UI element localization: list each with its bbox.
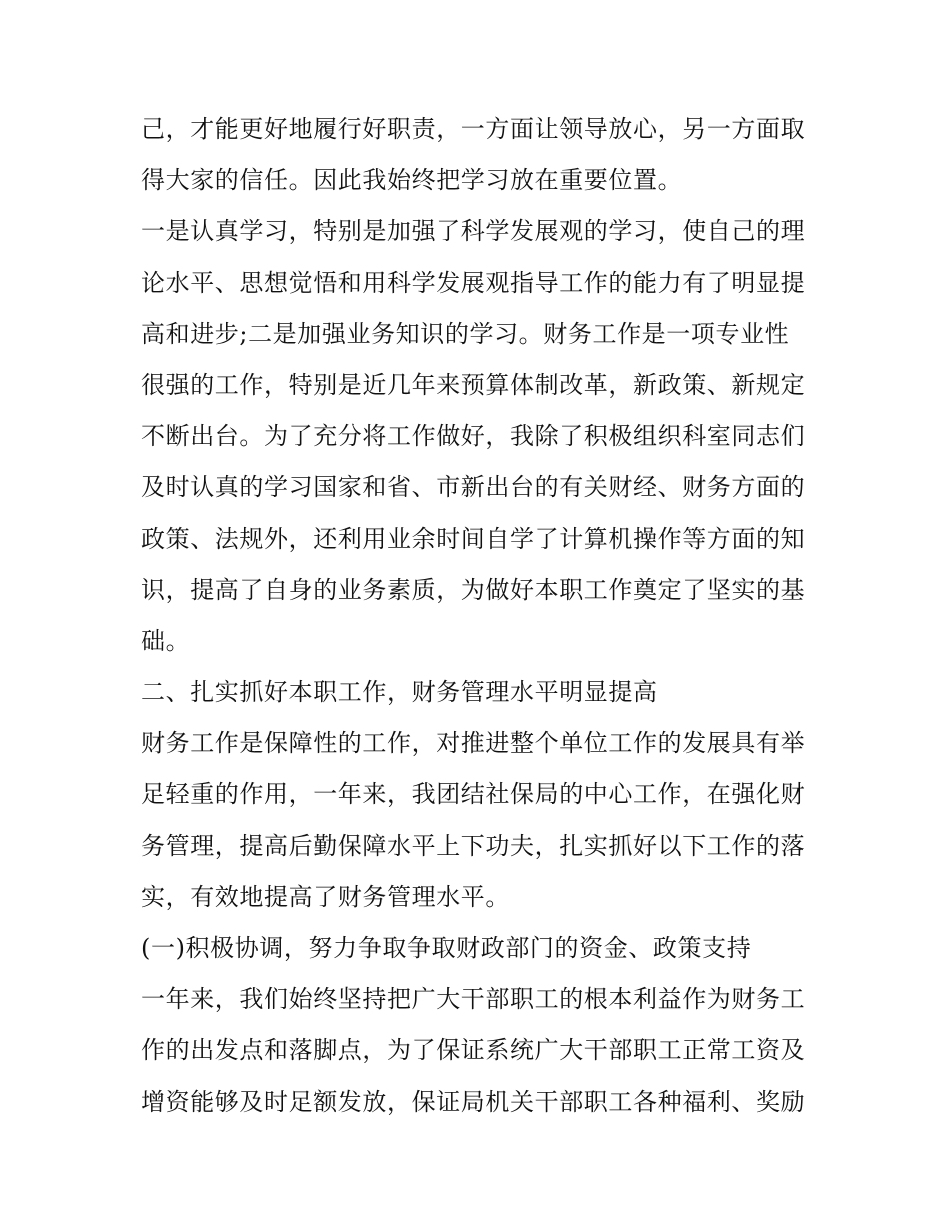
text-line: 一是认真学习，特别是加强了科学发展观的学习，使自己的理 bbox=[141, 217, 806, 246]
text-line: 得大家的信任。因此我始终把学习放在重要位置。 bbox=[141, 166, 683, 195]
text-line: 作的出发点和落脚点，为了保证系统广大干部职工正常工资及 bbox=[141, 1036, 806, 1065]
text-line: 不断出台。为了充分将工作做好，我除了积极组织科室同志们 bbox=[141, 422, 806, 451]
text-line: 己，才能更好地履行好职责，一方面让领导放心，另一方面取 bbox=[141, 115, 806, 143]
section-heading: 二、扎实抓好本职工作，财务管理水平明显提高 bbox=[141, 678, 658, 707]
text-line: 务管理，提高后勤保障水平上下功夫，扎实抓好以下工作的落 bbox=[141, 831, 806, 860]
text-line: 一年来，我们始终坚持把广大干部职工的根本利益作为财务工 bbox=[141, 985, 806, 1014]
text-line: 及时认真的学习国家和省、市新出台的有关财经、财务方面的 bbox=[141, 473, 806, 502]
subsection-heading: (一)积极协调，努力争取争取财政部门的资金、政策支持 bbox=[141, 934, 752, 962]
text-line: 高和进步;二是加强业务知识的学习。财务工作是一项专业性 bbox=[141, 319, 790, 348]
document-body bbox=[141, 104, 821, 1128]
text-line: 实，有效地提高了财务管理水平。 bbox=[141, 882, 510, 911]
text-line: 财务工作是保障性的工作，对推进整个单位工作的发展具有举 bbox=[141, 729, 806, 758]
text-line: 很强的工作，特别是近几年来预算体制改革，新政策、新规定 bbox=[141, 370, 806, 399]
text-line: 足轻重的作用，一年来，我团结社保局的中心工作，在强化财 bbox=[141, 780, 806, 809]
text-line: 增资能够及时足额发放，保证局机关干部职工各种福利、奖励 bbox=[141, 1087, 806, 1116]
text-line: 政策、法规外，还利用业余时间自学了计算机操作等方面的知 bbox=[141, 524, 806, 553]
text-line: 础。 bbox=[141, 626, 191, 655]
text-line: 识，提高了自身的业务素质，为做好本职工作奠定了坚实的基 bbox=[141, 575, 806, 604]
text-line: 论水平、思想觉悟和用科学发展观指导工作的能力有了明显提 bbox=[141, 268, 806, 297]
